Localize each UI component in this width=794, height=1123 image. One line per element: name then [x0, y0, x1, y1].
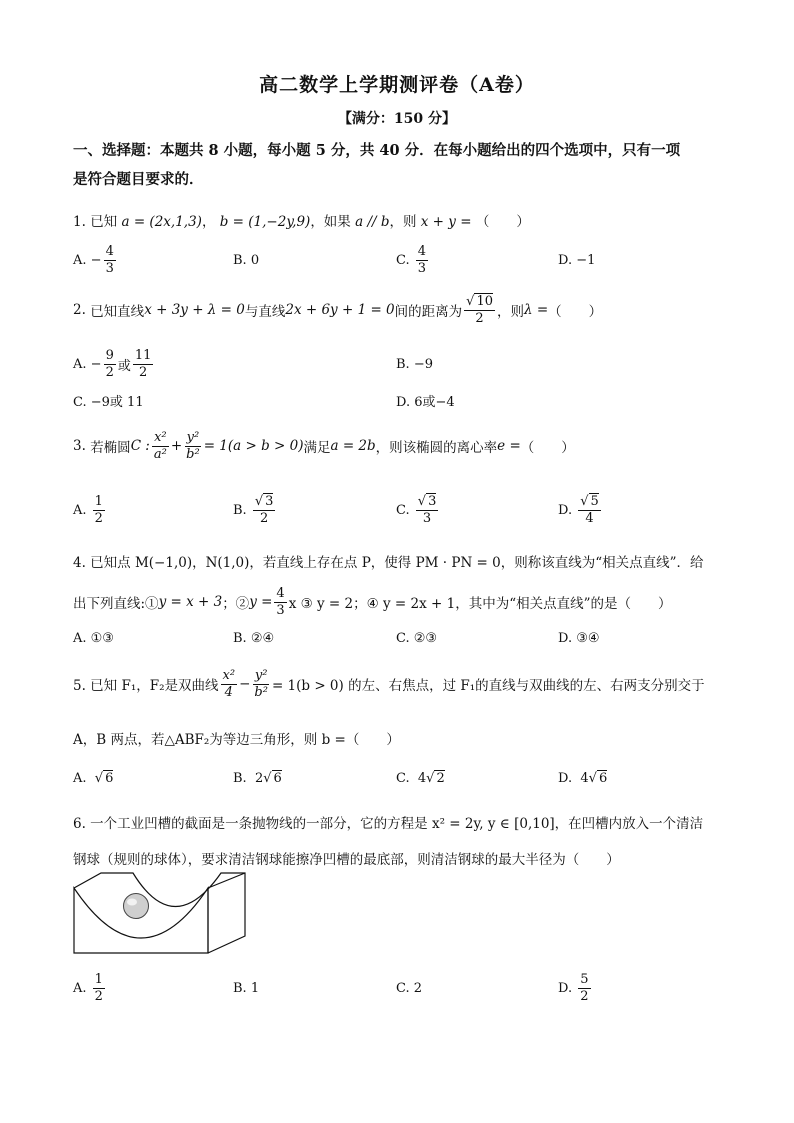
- distance-fraction: [464, 294, 495, 327]
- q3-lead: 若椭圆: [90, 440, 131, 456]
- groove-right-edge: [208, 873, 245, 888]
- q1-condition: a // b: [355, 214, 390, 230]
- fraction: [184, 430, 202, 463]
- steel-ball: [124, 894, 149, 919]
- coefficient: 4: [580, 770, 589, 786]
- fraction: [274, 586, 286, 619]
- fraction: [93, 972, 105, 1005]
- option-label: C.: [396, 252, 410, 268]
- fraction: [104, 348, 116, 381]
- q3-equation: = 1(a > b > 0): [203, 438, 304, 454]
- denominator: 2: [94, 988, 103, 1004]
- fraction: [133, 348, 154, 381]
- option-label: C.: [396, 502, 410, 518]
- denominator: 2: [94, 510, 103, 526]
- q2-lead: 已知直线: [90, 304, 145, 320]
- denominator: 3: [105, 260, 114, 276]
- numerator: 4: [105, 243, 114, 259]
- question-number: 3.: [73, 438, 86, 454]
- q2-mid2: 间的距离为: [394, 304, 463, 320]
- fraction: [152, 430, 169, 463]
- question-number: 2.: [73, 302, 86, 318]
- fraction: [416, 494, 439, 527]
- section-heading-line2: 是符合题目要求的．: [73, 171, 204, 188]
- q2-options-row2: [73, 380, 733, 420]
- q1-option-a: [73, 240, 118, 280]
- q2-tail: ，则: [496, 304, 524, 320]
- q3-option-a: [73, 490, 107, 530]
- fraction: [578, 972, 590, 1005]
- option-label: D.: [558, 980, 573, 996]
- q1-ask: x + y =: [420, 214, 472, 230]
- q3-option-b: [233, 490, 277, 530]
- numerator: √ 5: [580, 493, 599, 509]
- fraction: [104, 244, 116, 277]
- groove-back-edges: [74, 873, 245, 953]
- q1-mid: ，如果: [310, 214, 351, 230]
- q4-option-d: D. ③④: [558, 630, 600, 646]
- q5-option-c: C. 4 √ 2: [396, 770, 445, 786]
- q1-options: [73, 240, 733, 280]
- numerator: y²: [186, 429, 200, 445]
- q2-line2: 2x + 6y + 1 = 0: [285, 302, 395, 318]
- fraction: [93, 494, 105, 527]
- q4-line2-c: ；②: [222, 596, 250, 612]
- denominator: 2: [475, 310, 484, 326]
- q4-line-1: y = x + 3: [158, 594, 223, 610]
- fraction: [578, 494, 601, 527]
- denominator: b²: [186, 446, 200, 462]
- radicand: 10: [476, 293, 493, 309]
- exam-title: 高二数学上学期测评卷（A卷）: [259, 74, 535, 96]
- radicand: 3: [428, 493, 437, 509]
- denominator: 3: [422, 510, 432, 526]
- numerator: 4: [276, 585, 285, 601]
- minus-sign: −: [90, 252, 102, 268]
- q1-lead: 已知: [90, 214, 118, 230]
- q1-tail: ，则: [389, 214, 417, 230]
- q1-vector-a: a = (2x,1,3): [121, 214, 202, 230]
- q3-options: [73, 490, 733, 530]
- groove-figure: [73, 870, 251, 954]
- denominator: 2: [139, 364, 148, 380]
- option-label: D.: [558, 502, 573, 518]
- radicand: 3: [265, 493, 274, 509]
- q4-option-c: C. ②③: [396, 630, 438, 646]
- fraction: [253, 494, 276, 527]
- question-4-line2: [73, 584, 733, 620]
- q4-options: [73, 618, 733, 658]
- full-score: 【满分：150 分】: [337, 111, 457, 127]
- option-label: A.: [73, 502, 87, 518]
- answer-paren: （ ）: [475, 214, 530, 230]
- option-label: A.: [73, 980, 87, 996]
- option-label: B.: [233, 502, 247, 518]
- numerator: √ 3: [417, 493, 437, 509]
- radicand: 6: [273, 771, 282, 786]
- q1-option-d: D. −1: [558, 252, 596, 268]
- radicand: 2: [436, 771, 445, 786]
- numerator: 9: [105, 347, 114, 363]
- q4-option-b: B. ②④: [233, 630, 275, 646]
- q2-mid: 与直线: [244, 304, 286, 320]
- numerator: 1: [94, 971, 103, 987]
- q6-options: [73, 968, 733, 1008]
- option-label: B.: [233, 770, 247, 786]
- q6-option-b: B. 1: [233, 980, 260, 996]
- q5-option-d: D. 4 √ 6: [558, 770, 608, 786]
- denominator: 2: [259, 510, 269, 526]
- q3-tail: ，则该椭圆的离心率: [375, 440, 498, 456]
- answer-paren: （ ）: [548, 304, 603, 320]
- q6-option-c: C. 2: [396, 980, 423, 996]
- denominator: 2: [105, 364, 114, 380]
- question-number: 1.: [73, 214, 86, 230]
- q2-option-b: B. −9: [396, 356, 433, 372]
- numerator: √ 10: [466, 293, 493, 309]
- denominator: 2: [580, 988, 589, 1004]
- q3-mid: 满足: [303, 440, 331, 456]
- option-label: A.: [73, 770, 87, 786]
- question-2: [73, 292, 733, 328]
- fraction: [416, 244, 428, 277]
- radicand: 6: [598, 771, 608, 786]
- question-6-line2: 钢球（规则的球体），要求清洁钢球能擦净凹槽的最底部，则清洁钢球的最大半径为（ ）: [73, 852, 620, 868]
- q2-options-row1: [73, 344, 733, 384]
- question-3: 3. 若椭圆 C : $\frac{\text{x²}}{\text{a²}}$ + $\frac{\text{y²}}{\text{b²}}$ = 1(a > b > 0) 满足 a = 2b ，则该椭圆的离心率 e = （ ）: [73, 429, 575, 462]
- q2-ask: λ =: [523, 302, 549, 318]
- ball-highlight: [127, 899, 137, 906]
- coefficient: 2: [254, 770, 264, 786]
- radicand: 6: [105, 771, 114, 786]
- q2-option-a: [73, 344, 155, 384]
- q4-line-2: y =: [249, 594, 273, 610]
- numerator: 4: [417, 243, 427, 259]
- numerator: 1: [94, 493, 103, 509]
- numerator: x²: [154, 429, 167, 445]
- q3-ellipse-name: C :: [130, 438, 150, 454]
- numerator: x²: [222, 667, 236, 683]
- denominator: 4: [585, 510, 594, 526]
- q4-option-a: A. ①③: [73, 630, 114, 646]
- q2-option-d: D. 6或−4: [396, 394, 455, 410]
- q6-option-a: [73, 968, 107, 1008]
- q4-line2-a: 出下列直线:①: [73, 596, 159, 612]
- q6-option-d: [558, 968, 593, 1008]
- coefficient: 4: [417, 770, 427, 786]
- question-6-line1: 6. 一个工业凹槽的截面是一条抛物线的一部分，它的方程是 x² = 2y, y ∈ [0,10]，在凹槽内放入一个清洁: [73, 816, 704, 832]
- q3-option-d: [558, 490, 603, 530]
- q2-line1: x + 3y + λ = 0: [144, 302, 245, 318]
- question-4-line1: 4. 已知点 M(−1,0)，N(1,0)，若直线上存在点 P，使得 PM · PN = 0，则称该直线为“相关点直线”．给: [73, 555, 704, 571]
- section-heading-line1: 一、选择题：本题共 8 小题，每小题 5 分，共 40 分．在每小题给出的四个选项中，只有一项: [73, 142, 681, 159]
- q1-option-c: [396, 240, 430, 280]
- section-heading: [73, 136, 733, 194]
- denominator: 3: [417, 260, 427, 276]
- q5-option-b: B. 2 √ 6: [233, 770, 282, 786]
- question-5-line2: A，B 两点，若△ABF₂为等边三角形，则 b =（ ）: [73, 732, 400, 748]
- option-label: A.: [73, 252, 87, 268]
- option-label: C.: [396, 770, 410, 786]
- or-text: 或: [117, 358, 131, 374]
- numerator: y²: [254, 667, 268, 683]
- question-1: 1. 已知 a = (2x,1,3)， b = (1,−2y,9)，如果 a // b，则 x + y = （ ）: [73, 214, 530, 230]
- fraction: [221, 668, 238, 701]
- q5-line1-a: 5. 已知 F₁，F₂是双曲线: [73, 678, 219, 694]
- denominator: a²: [153, 446, 167, 462]
- answer-paren: （ ）: [520, 440, 575, 456]
- option-label: A.: [73, 356, 87, 372]
- q1-vector-b: b = (1,−2y,9): [219, 214, 311, 230]
- minus-sign: −: [90, 356, 102, 372]
- fraction: [252, 668, 270, 701]
- denominator: 4: [224, 684, 233, 700]
- q3-condition: a = 2b: [330, 438, 376, 454]
- denominator: b²: [254, 684, 268, 700]
- numerator: 5: [580, 971, 589, 987]
- q4-line2-e: x ③ y = 2；④ y = 2x + 1，其中为“相关点直线”的是（ ）: [288, 596, 672, 612]
- question-5-line1: 5. 已知 F₁，F₂是双曲线 $\frac{\text{x²}}{4}$ − $\frac{\text{y²}}{\text{b²}}$ = 1(b > 0) 的左、右焦点，过 F₁的直线与双曲线的左、右两支分别交于: [73, 667, 705, 700]
- numerator: √ 3: [254, 493, 274, 509]
- q2-option-c: C. −9或 11: [73, 394, 144, 410]
- numerator: 11: [134, 347, 152, 363]
- radicand: 5: [590, 493, 599, 509]
- q3-ask: e =: [497, 438, 521, 454]
- q5-option-a: A. √ 6: [73, 770, 114, 786]
- denominator: 3: [276, 602, 285, 618]
- q5-options: [73, 758, 733, 798]
- option-label: D.: [558, 770, 573, 786]
- q3-option-c: [396, 490, 440, 530]
- q5-line1-b: = 1(b > 0) 的左、右焦点，过 F₁的直线与双曲线的左、右两支分别交于: [271, 678, 705, 694]
- q1-option-b: B. 0: [233, 252, 260, 268]
